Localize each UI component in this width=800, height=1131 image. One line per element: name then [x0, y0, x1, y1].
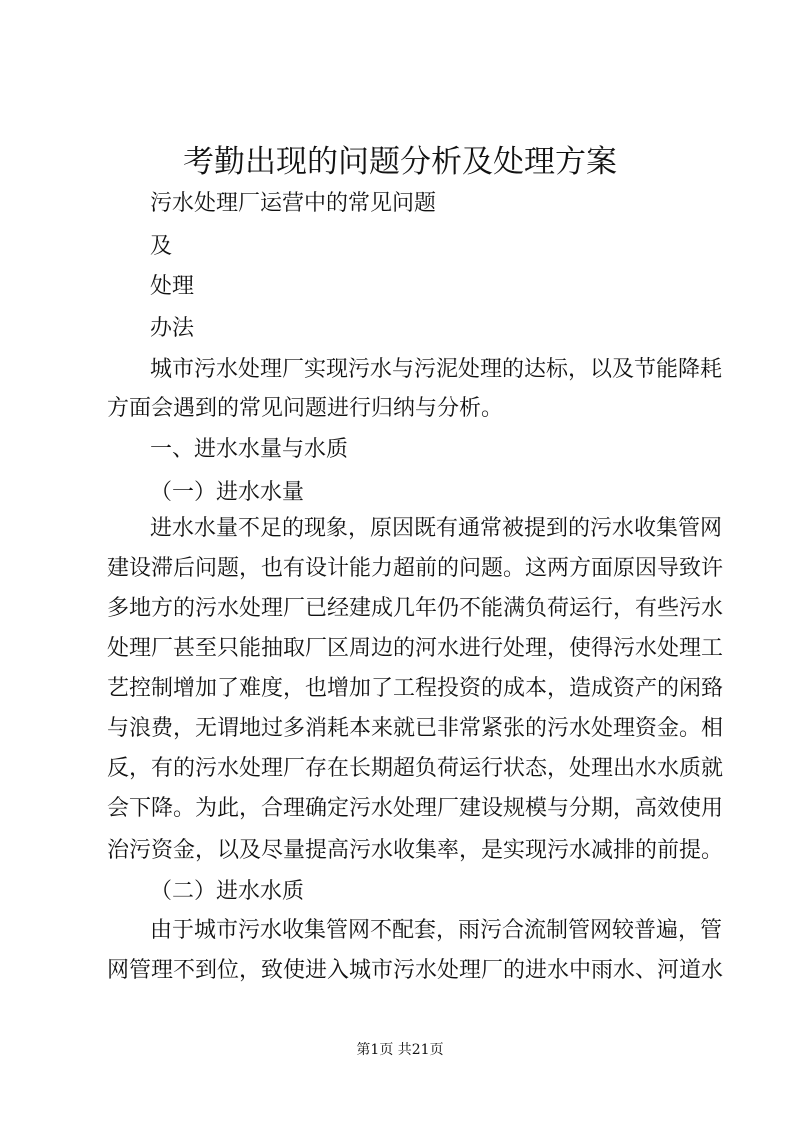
text-line: 处理	[150, 274, 195, 299]
text-line: 多地方的污水处理厂已经建成几年仍不能满负荷运行，有些污水	[107, 596, 724, 621]
text-line: 网管理不到位，致使进入城市污水处理厂的进水中雨水、河道水	[107, 958, 724, 983]
text-line: 城市污水处理厂实现污水与污泥处理的达标，以及节能降耗	[150, 357, 723, 382]
text-line: 反，有的污水处理厂存在长期超负荷运行状态，处理出水水质就	[107, 756, 724, 781]
document-title: 考勤出现的问题分析及处理方案	[183, 144, 617, 180]
subsection-heading: （二）进水水质	[150, 879, 305, 904]
text-line: 艺控制增加了难度，也增加了工程投资的成本，造成资产的闲臵	[107, 676, 724, 701]
text-line: 进水水量不足的现象，原因既有通常被提到的污水收集管网	[150, 516, 723, 541]
text-line: 会下降。为此，合理确定污水处理厂建设规模与分期，高效使用	[107, 796, 724, 821]
text-line: 办法	[150, 316, 195, 341]
text-line: 治污资金，以及尽量提高污水收集率，是实现污水减排的前提。	[107, 838, 724, 863]
text-line: 处理厂甚至只能抽取厂区周边的河水进行处理，使得污水处理工	[107, 636, 724, 661]
text-line: 方面会遇到的常见问题进行归纳与分析。	[107, 396, 504, 421]
text-line: 与浪费，无谓地过多消耗本来就已非常紧张的污水处理资金。相	[107, 716, 724, 741]
text-line: 污水处理厂运营中的常见问题	[150, 191, 437, 216]
text-line: 由于城市污水收集管网不配套，雨污合流制管网较普遍，管	[150, 918, 723, 943]
text-line: 建设滞后问题，也有设计能力超前的问题。这两方面原因导致许	[107, 556, 724, 581]
section-heading: 一、进水水量与水质	[150, 437, 349, 462]
subsection-heading: （一）进水水量	[150, 480, 305, 505]
text-line: 及	[150, 234, 173, 259]
page-footer: 第1页 共21页	[356, 1042, 444, 1058]
